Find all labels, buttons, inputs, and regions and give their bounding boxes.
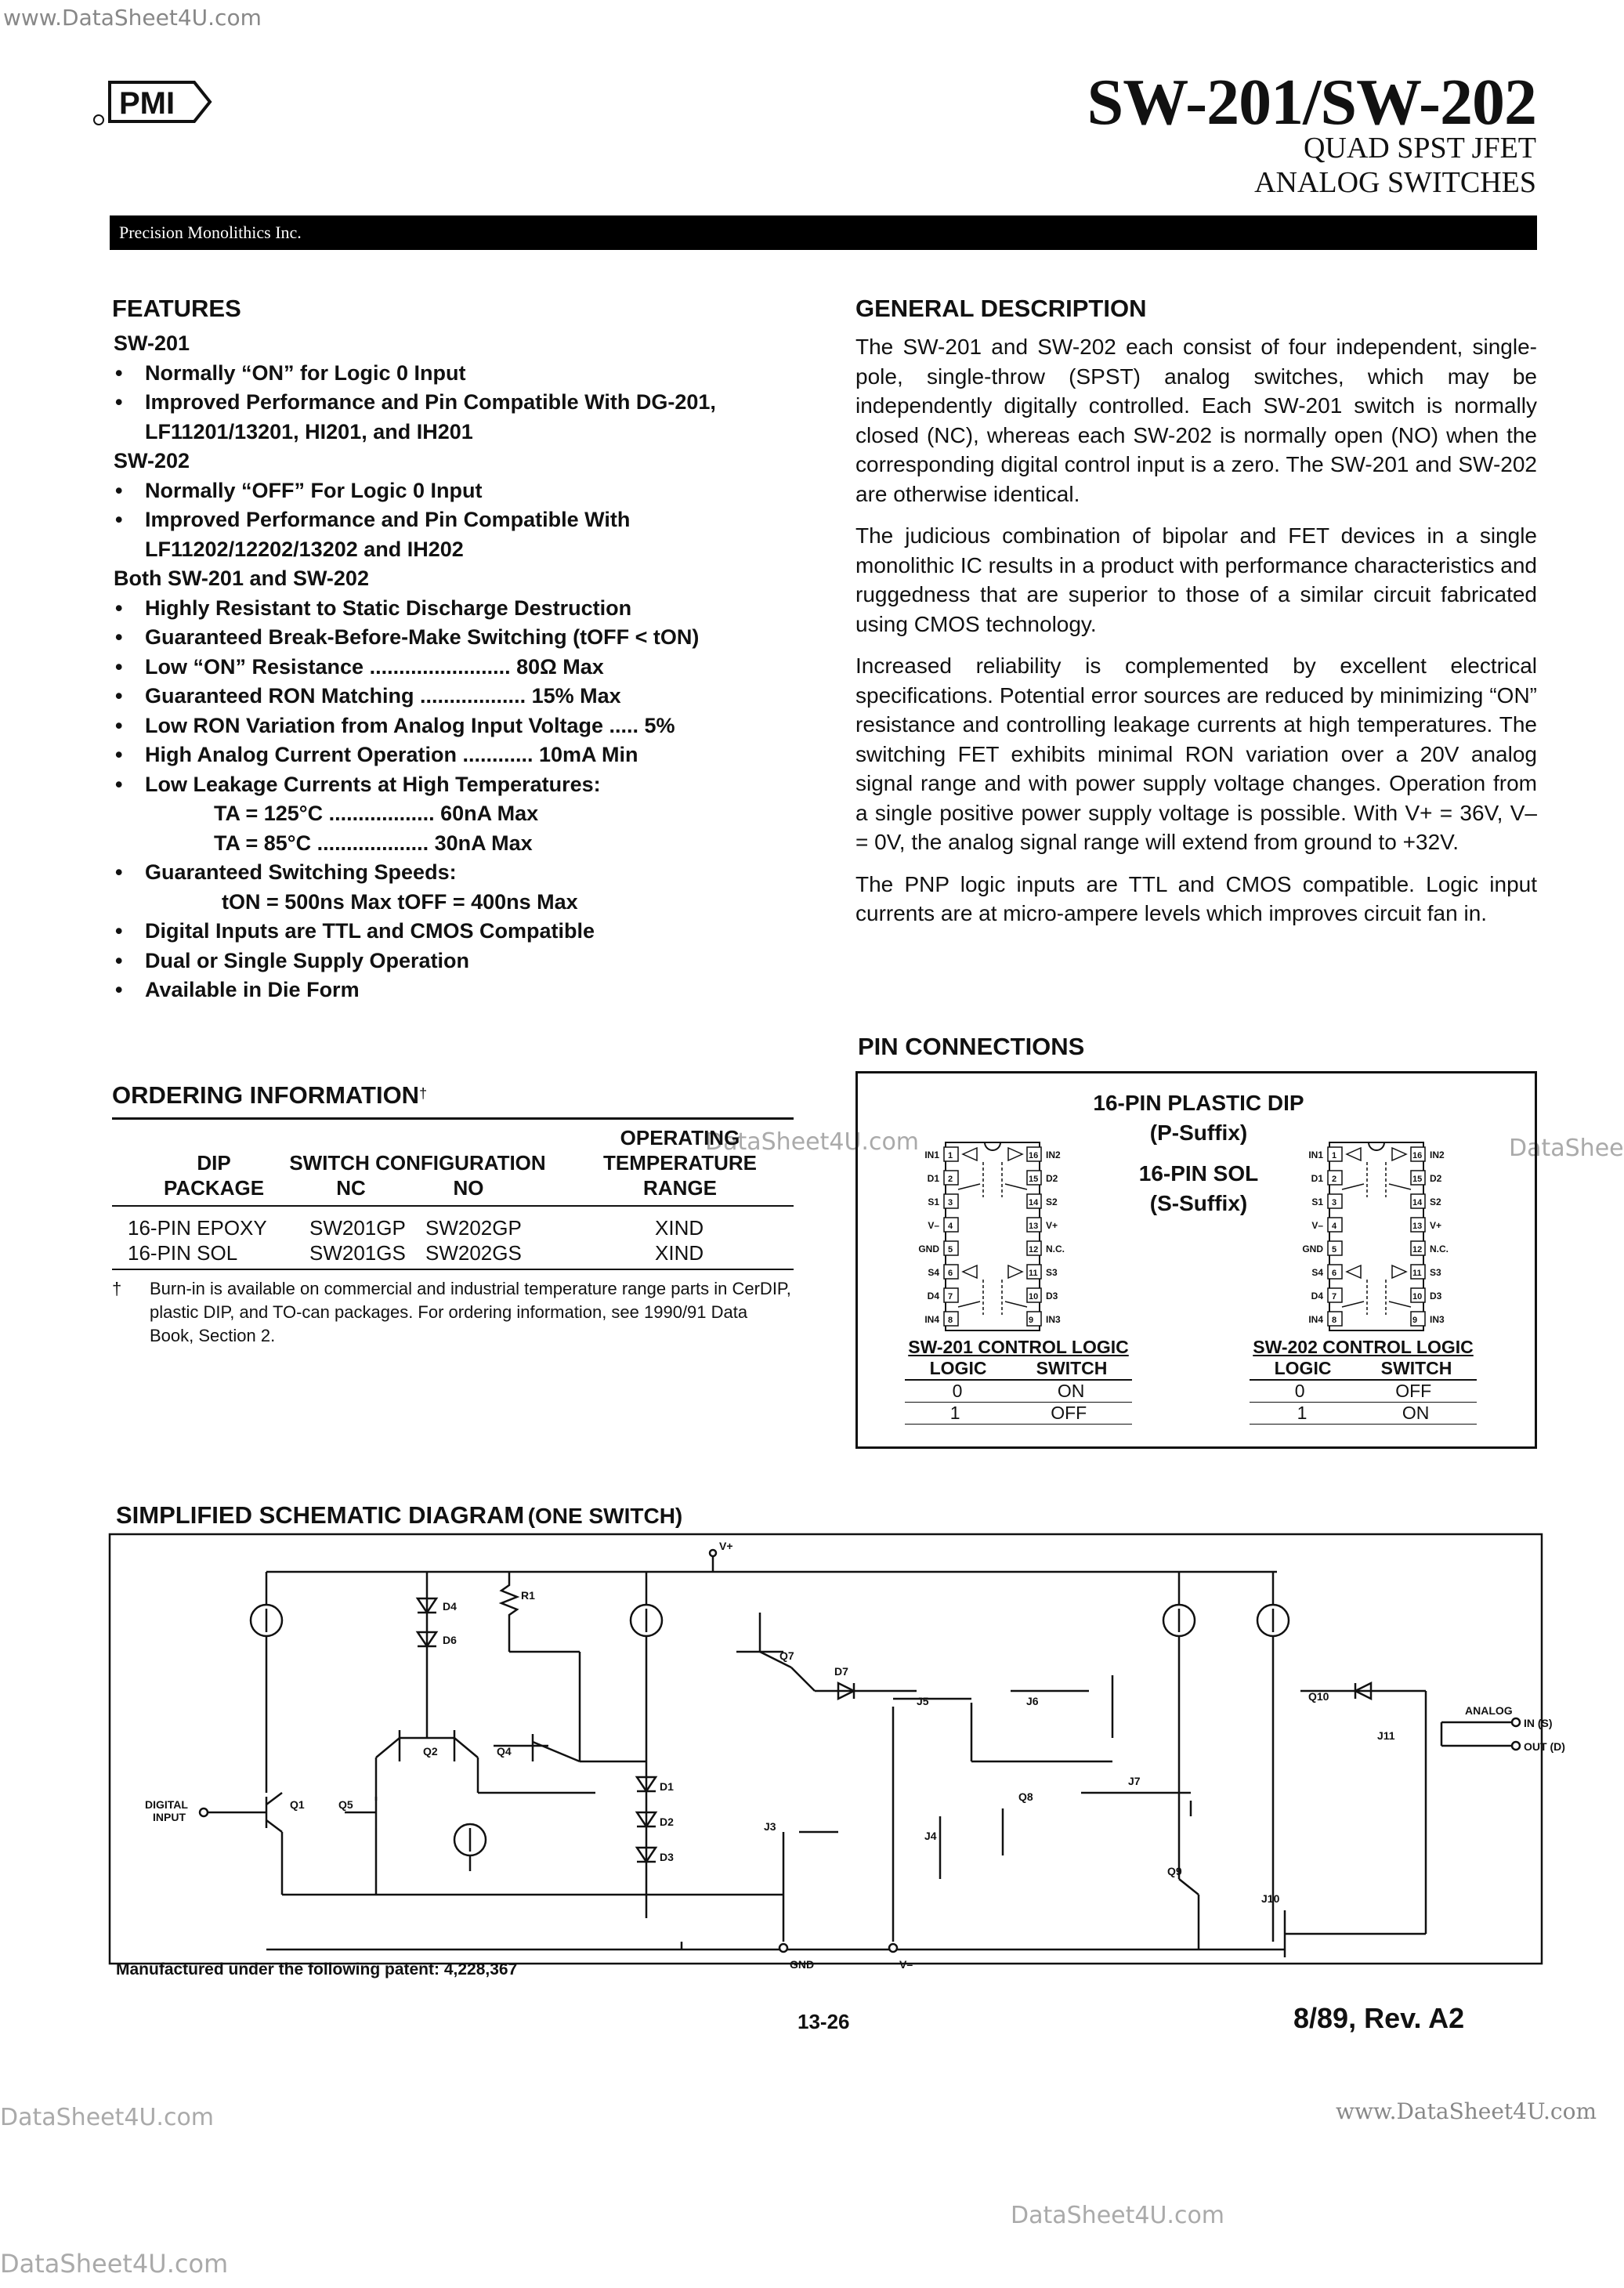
pin-number: 16 (1412, 1151, 1423, 1160)
pin-label: S2 (1046, 1196, 1058, 1207)
both-heading: Both SW-201 and SW-202 (114, 567, 369, 590)
pin-label: IN2 (1430, 1149, 1445, 1160)
pin-number: 2 (948, 1175, 953, 1184)
pin-label: V+ (1046, 1220, 1058, 1231)
pin-number: 6 (948, 1269, 953, 1278)
pin-label: D1 (927, 1173, 939, 1184)
pin-title1: 16-PIN PLASTIC DIP (1093, 1091, 1304, 1115)
feature-item: • Dual or Single Supply Operation (115, 948, 470, 972)
watermark-right-edge: DataShee (1509, 1135, 1624, 1162)
page-number: 13-26 (798, 2010, 850, 2033)
paragraph: Increased reliability is complemented by excellent electrical specifications. Potential error sources are reduced by minimizing “ON” resistance and controlling leakage currents at high temperatures. The switching FET exhibits minimal RON variation over a 20V analog signal range and with power supply voltage changes. Operation from a single positive power supply voltage is possible. With V+ = 36V, V– = 0V, the analog signal range will extend from ground to +32V. (855, 653, 1537, 854)
pin-number: 11 (1029, 1269, 1038, 1278)
cell-range: XIND (655, 1241, 704, 1265)
pmi-logo (92, 74, 226, 129)
watermark-bottom-center: DataSheet4U.com (1011, 2202, 1225, 2229)
pin-connections-box (855, 1071, 1537, 1449)
pin-number: 8 (1332, 1316, 1337, 1325)
pin-label: IN4 (1308, 1314, 1323, 1325)
pin-number: 15 (1412, 1175, 1423, 1184)
col-no: NO (453, 1176, 484, 1200)
pin-label: D2 (1430, 1173, 1442, 1184)
pin-label: IN2 (1046, 1149, 1061, 1160)
pin-suffix1: (P-Suffix) (1149, 1120, 1248, 1145)
pin-number: 5 (1332, 1245, 1337, 1254)
pin-number: 13 (1412, 1222, 1423, 1231)
svg-text:J6: J6 (1026, 1695, 1039, 1707)
svg-text:D7: D7 (834, 1665, 848, 1678)
feature-item-cont: LF11201/13201, HI201, and IH201 (145, 419, 473, 443)
pin-label: S3 (1430, 1267, 1441, 1278)
svg-text:D2: D2 (660, 1816, 674, 1828)
sw202-heading: SW-202 (114, 449, 190, 472)
company-bar: Precision Monolithics Inc. (110, 215, 1537, 250)
svg-text:V–: V– (899, 1958, 913, 1971)
svg-text:Q5: Q5 (338, 1798, 353, 1811)
feature-item: • Digital Inputs are TTL and CMOS Compatible (115, 919, 595, 943)
svg-text:R1: R1 (521, 1589, 535, 1602)
svg-text:V+: V+ (719, 1540, 733, 1552)
pin-label: S1 (1311, 1196, 1323, 1207)
svg-text:J4: J4 (924, 1830, 937, 1842)
pin-label: S2 (1430, 1196, 1441, 1207)
paragraph: The PNP logic inputs are TTL and CMOS compatible. Logic input currents are at micro-ampere levels which improves circuit fan in. (855, 871, 1537, 925)
svg-text:D1: D1 (660, 1780, 674, 1793)
pin-label: V+ (1430, 1220, 1442, 1231)
feature-item: • Low RON Variation from Analog Input Voltage ..... 5% (115, 713, 675, 737)
svg-text:D4: D4 (443, 1600, 457, 1613)
pin-label: D3 (1046, 1291, 1058, 1301)
cell-no: SW202GP (425, 1216, 522, 1240)
watermark-bottom-right: www.DataSheet4U.com (1336, 2098, 1597, 2124)
feature-item: • High Analog Current Operation ............ 10mA Min (115, 743, 638, 766)
svg-text:Q9: Q9 (1167, 1865, 1182, 1877)
pin-number: 7 (1332, 1292, 1337, 1301)
svg-text:Q4: Q4 (497, 1745, 512, 1758)
feature-item: • Guaranteed RON Matching .................. 15% Max (115, 684, 621, 708)
pin-label: IN3 (1046, 1314, 1061, 1325)
pin-label: N.C. (1046, 1244, 1065, 1254)
pin-number: 3 (1332, 1198, 1337, 1207)
feature-item: • Normally “OFF” For Logic 0 Input (115, 478, 483, 502)
svg-text:Q1: Q1 (290, 1798, 305, 1811)
features-heading: FEATURES (112, 295, 241, 322)
schematic-heading: SIMPLIFIED SCHEMATIC DIAGRAM (ONE SWITCH) (116, 1501, 683, 1529)
feature-subitem: tON = 500ns Max tOFF = 400ns Max (222, 889, 578, 914)
subtitle-line1: QUAD SPST JFET (1303, 132, 1536, 165)
pin-number: 7 (948, 1292, 953, 1301)
pin-label: IN4 (924, 1314, 939, 1325)
col-dip: DIP PACKAGE (163, 1151, 265, 1200)
pin-title2: 16-PIN SOL (1138, 1161, 1259, 1186)
pin-number: 2 (1332, 1175, 1337, 1184)
pin-connections-heading: PIN CONNECTIONS (858, 1033, 1085, 1060)
svg-text:J7: J7 (1128, 1775, 1141, 1787)
pin-number: 11 (1412, 1269, 1422, 1278)
paragraph: The judicious combination of bipolar and FET devices in a single monolithic IC results in a product with performance characteristics and ruggedness that are superior to those of a similar circuit fabricated using CMOS technology. (855, 523, 1537, 636)
svg-text:J10: J10 (1261, 1892, 1280, 1905)
feature-subitem: TA = 85°C ................... 30nA Max (214, 831, 533, 855)
pin-number: 6 (1332, 1269, 1337, 1278)
svg-text:GND: GND (790, 1958, 815, 1971)
pin-number: 16 (1029, 1151, 1039, 1160)
svg-text:Q7: Q7 (779, 1649, 794, 1662)
watermark-top-left: www.DataSheet4U.com (3, 5, 262, 31)
feature-item: • Low “ON” Resistance ........................ 80Ω Max (115, 654, 604, 679)
col-temp: OPERATING TEMPERATURE RANGE (603, 1126, 757, 1200)
svg-text:IN (S): IN (S) (1524, 1717, 1553, 1729)
revision: 8/89, Rev. A2 (1293, 2002, 1465, 2034)
cell-no: SW202GS (425, 1241, 522, 1265)
pin-label: D1 (1311, 1173, 1323, 1184)
col-switch: SWITCH CONFIGURATION (289, 1151, 546, 1175)
svg-text:Q2: Q2 (423, 1745, 438, 1758)
feature-item: • Improved Performance and Pin Compatible With (115, 508, 631, 531)
pin-label: D4 (927, 1291, 939, 1301)
pin-number: 8 (948, 1316, 953, 1325)
general-description (855, 295, 1537, 941)
feature-item: • Improved Performance and Pin Compatible With DG-201, (115, 390, 716, 414)
pin-number: 4 (948, 1222, 953, 1231)
logic-table-sw202: SW-202 CONTROL LOGIC LOGIC SWITCH 0 OFF 1 ON (1250, 1337, 1477, 1425)
feature-item: • Guaranteed Break-Before-Make Switching (tOFF < tON) (115, 625, 700, 649)
pin-label: S1 (928, 1196, 939, 1207)
svg-text:Q8: Q8 (1018, 1790, 1033, 1803)
pin-number: 5 (948, 1245, 953, 1254)
pin-number: 14 (1029, 1198, 1039, 1207)
pin-number: 9 (1412, 1316, 1418, 1325)
pin-number: 12 (1029, 1245, 1039, 1254)
cell-nc: SW201GP (309, 1216, 406, 1240)
pin-label: GND (918, 1244, 939, 1254)
svg-text:ANALOG: ANALOG (1465, 1704, 1513, 1717)
feature-subitem: TA = 125°C .................. 60nA Max (214, 802, 539, 825)
subtitle-line2: ANALOG SWITCHES (1254, 166, 1536, 199)
svg-text:INPUT: INPUT (153, 1811, 186, 1823)
watermark-overlay: DataSheet4U.com (705, 1128, 920, 1156)
pin-label: V– (928, 1220, 939, 1231)
pin-number: 3 (948, 1198, 953, 1207)
pin-label: S4 (1311, 1267, 1323, 1278)
ordering-footnote: † Burn-in is available on commercial and industrial temperature range parts in CerDIP, plastic DIP, and TO-can packages. For ordering information, see 1990/91 Data Book, Section 2. (112, 1279, 791, 1345)
pin-label: V– (1311, 1220, 1323, 1231)
pin-label: N.C. (1430, 1244, 1449, 1254)
svg-text:J5: J5 (917, 1695, 929, 1707)
general-heading: GENERAL DESCRIPTION (855, 295, 1147, 322)
pin-number: 10 (1412, 1292, 1423, 1301)
features-section (112, 295, 801, 1005)
schematic-diagram (110, 1534, 1565, 1973)
pin-label: S4 (928, 1267, 939, 1278)
svg-text:OUT (D): OUT (D) (1524, 1740, 1565, 1753)
watermark-bottom-left: DataSheet4U.com (0, 2104, 215, 2131)
cell-pkg: 16-PIN EPOXY (128, 1216, 267, 1240)
cell-nc: SW201GS (309, 1241, 406, 1265)
watermark-bottom-left-2: DataSheet4U.com (0, 2249, 229, 2279)
svg-text:DIGITAL: DIGITAL (145, 1798, 188, 1811)
pin-number: 10 (1029, 1292, 1039, 1301)
pin-label: S3 (1046, 1267, 1058, 1278)
sw201-heading: SW-201 (114, 331, 190, 355)
pin-label: D4 (1311, 1291, 1323, 1301)
pin-number: 13 (1029, 1222, 1039, 1231)
ordering-table (112, 1117, 794, 1274)
paragraph: The SW-201 and SW-202 each consist of four independent, single-pole, single-throw (SPST) analog switches, which may be independently digitally controlled. Each SW-201 switch is normally closed (NC), whereas each SW-202 is normally open (NO) when the corresponding digital control input is a zero. The SW-201 and SW-202 are otherwise identical. (855, 335, 1537, 506)
svg-text:Q10: Q10 (1308, 1690, 1329, 1703)
svg-text:D6: D6 (443, 1634, 457, 1646)
pin-number: 12 (1412, 1245, 1423, 1254)
pin-number: 9 (1029, 1316, 1034, 1325)
page-title: SW-201/SW-202 (1087, 66, 1536, 139)
pin-label: IN1 (924, 1149, 939, 1160)
svg-text:J11: J11 (1377, 1729, 1395, 1742)
pin-number: 14 (1412, 1198, 1423, 1207)
svg-text:J3: J3 (764, 1820, 776, 1833)
pin-number: 4 (1332, 1222, 1337, 1231)
pin-label: IN1 (1308, 1149, 1323, 1160)
logo-text: PMI (119, 86, 175, 121)
feature-item: • Highly Resistant to Static Discharge Destruction (115, 596, 632, 620)
svg-text:D3: D3 (660, 1851, 674, 1863)
pin-label: D2 (1046, 1173, 1058, 1184)
pin-label: D3 (1430, 1291, 1442, 1301)
cell-pkg: 16-PIN SOL (128, 1241, 238, 1265)
pin-label: IN3 (1430, 1314, 1445, 1325)
feature-item: • Normally “ON” for Logic 0 Input (115, 360, 466, 385)
cell-range: XIND (655, 1216, 704, 1240)
pin-number: 15 (1029, 1175, 1039, 1184)
ordering-heading: ORDERING INFORMATION† (112, 1081, 428, 1109)
pin-suffix2: (S-Suffix) (1149, 1191, 1248, 1215)
feature-item: • Guaranteed Switching Speeds: (115, 860, 457, 884)
col-nc: NC (336, 1176, 366, 1200)
pin-number: 1 (948, 1151, 953, 1160)
pin-number: 1 (1332, 1151, 1337, 1160)
feature-item: • Available in Die Form (115, 978, 360, 1001)
feature-item-cont: LF11202/12202/13202 and IH202 (145, 537, 464, 561)
feature-item: • Low Leakage Currents at High Temperatures: (115, 772, 601, 796)
patent-note: Manufactured under the following patent: 4,228,367 (116, 1960, 518, 1978)
pin-label: GND (1302, 1244, 1323, 1254)
logic-table-sw201: SW-201 CONTROL LOGIC LOGIC SWITCH 0 ON 1 OFF (905, 1337, 1132, 1425)
